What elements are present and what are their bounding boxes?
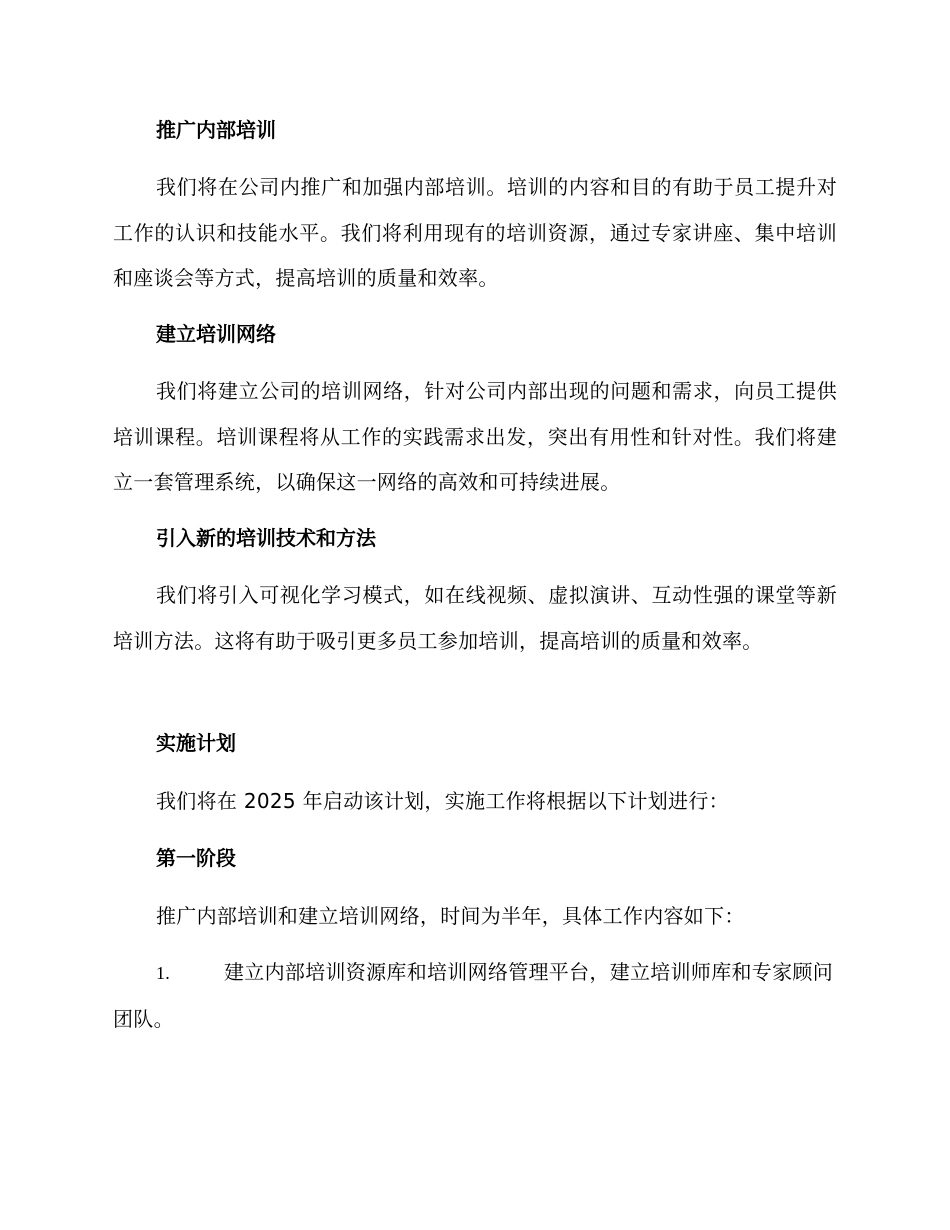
heading-new-methods: 引入新的培训技术和方法: [156, 526, 376, 550]
paragraph-implementation-plan: 我们将在 2025 年启动该计划，实施工作将根据以下计划进行：: [156, 789, 729, 813]
heading-implementation-plan: 实施计划: [156, 731, 236, 755]
paragraph-new-methods: 我们将引入可视化学习模式，如在线视频、虚拟演讲、互动性强的课堂等新培训方法。这将有助于吸引更多员工参加培训，提高培训的质量和效率。: [113, 583, 837, 653]
heading-promote-training: 推广内部培训: [156, 118, 276, 142]
heading-phase-one: 第一阶段: [156, 846, 236, 870]
list-item: [113, 950, 837, 1042]
list-item-text: 建立内部培训资源库和培训网络管理平台，建立培训师库和专家顾问团队。: [113, 960, 833, 1031]
paragraph-promote-training: 我们将在公司内推广和加强内部培训。培训的内容和目的有助于员工提升对工作的认识和技能水平。我们将利用现有的培训资源，通过专家讲座、集中培训和座谈会等方式，提高培训的质量和效率。: [113, 175, 837, 290]
heading-build-network: 建立培训网络: [156, 322, 276, 346]
paragraph-build-network: 我们将建立公司的培训网络，针对公司内部出现的问题和需求，向员工提供培训课程。培训课程将从工作的实践需求出发，突出有用性和针对性。我们将建立一套管理系统，以确保这一网络的高效和可持续进展。: [113, 379, 837, 494]
list-item-number: 1.: [156, 963, 171, 983]
paragraph-phase-one: 推广内部培训和建立培训网络，时间为半年，具体工作内容如下：: [156, 904, 745, 928]
